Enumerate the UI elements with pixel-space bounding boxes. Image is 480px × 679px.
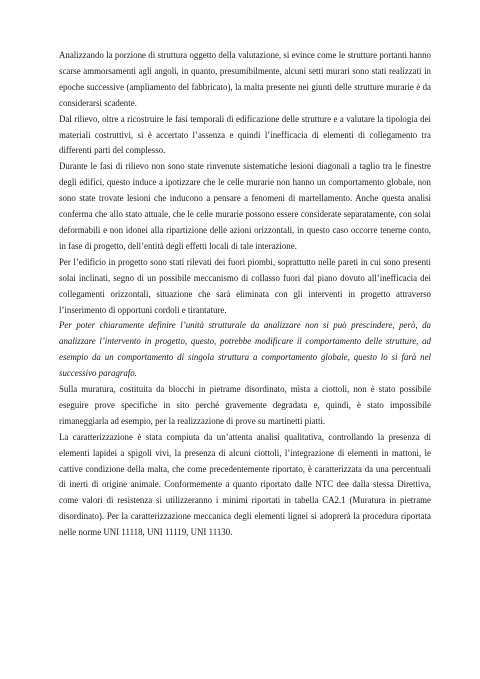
paragraph-survey: Dal rilievo, oltre a ricostruire le fasi temporali di edificazione delle strutture e a valutare la tipologia dei materiali costruttivi, si è accertato l’assenza e quindi l’inefficacia di elementi di collegamento tra differenti parti del complesso. bbox=[59, 113, 431, 156]
paragraph-out-of-plumb: Per l’edificio in progetto sono stati rilevati dei fuori piombi, soprattutto nelle pareti in cui sono presenti solai inclinati, segno di un possibile meccanismo di collasso fuori dal piano dovuto all’inefficacia dei collegamenti orizzontali, situazione che sarà eliminata con gli interventi in progetto attraverso l’inserimento di opportuni cordoli e tirantature. bbox=[59, 256, 431, 315]
paragraph-masonry: Sulla muratura, costituita da blocchi in pietrame disordinato, mista a ciottoli, non è stato possibile eseguire prove specifiche in sito perché gravemente degradata e, quindi, è stato impossibile rimaneggiarla ad esempio, per la realizzazione di prove su martinetti piatti. bbox=[59, 384, 431, 426]
paragraph-structural-unit-note: Per poter chiaramente definire l’unità strutturale da analizzare non si può prescindere, però, da analizzare l’intervento in progetto, questo, potrebbe modificare il comportamento delle strutture, ad esempio da un comportamento di singola struttura a comportamento globale, questo lo si farà nel successivo paragrafo. bbox=[59, 320, 431, 379]
document-page bbox=[59, 48, 431, 541]
paragraph-structural-analysis: Analizzando la porzione di struttura oggetto della valutazione, si evince come le strutture portanti hanno scarse ammorsamenti agli angoli, in quanto, presumibilmente, alcuni setti murari sono stati realizzati in epoche successive (ampliamento del fabbricato), la malta presente nei giunti delle strutture murarie è da considerarsi scadente. bbox=[59, 50, 431, 108]
paragraph-characterization: La caratterizzazione è stata compiuta da un’attenta analisi qualitativa, controllando la presenza di elementi lapidei a spigoli vivi, la presenza di alcuni ciottoli, l’integrazione di elementi in mattoni, le cattive condizione della malta, che come precedentemente riportato, è caratterizzata da una percentuali di inerti di origine animale. Conformemente a quanto riportato dalle NTC dee dalla stessa Direttiva, come valori di resistenza si utilizzeranno i minimi riportati in tabella CA2.1 (Muratura in pietrame disordinato). Per la caratterizzazione meccanica degli elementi lignei si adoprerà la procedura riportata nelle norme UNI 11118, UNI 11119, UNI 11130. bbox=[59, 431, 431, 538]
paragraph-crack-survey: Durante le fasi di rilievo non sono state rinvenute sistematiche lesioni diagonali a taglio tra le finestre degli edifici, questo induce a ipotizzare che le celle murarie non hanno un comportamento globale, non sono state trovate lesioni che inducono a pensare a fenomeni di martellamento. Anche questa analisi conferma che allo stato attuale, che le celle murarie possono essere considerate separatamente, con solai deformabili e non idonei alla ripartizione delle azioni orizzontali, in questo caso occorre tenerne conto, in fase di progetto, dell’entità degli effetti locali di tale interazione. bbox=[59, 161, 431, 251]
